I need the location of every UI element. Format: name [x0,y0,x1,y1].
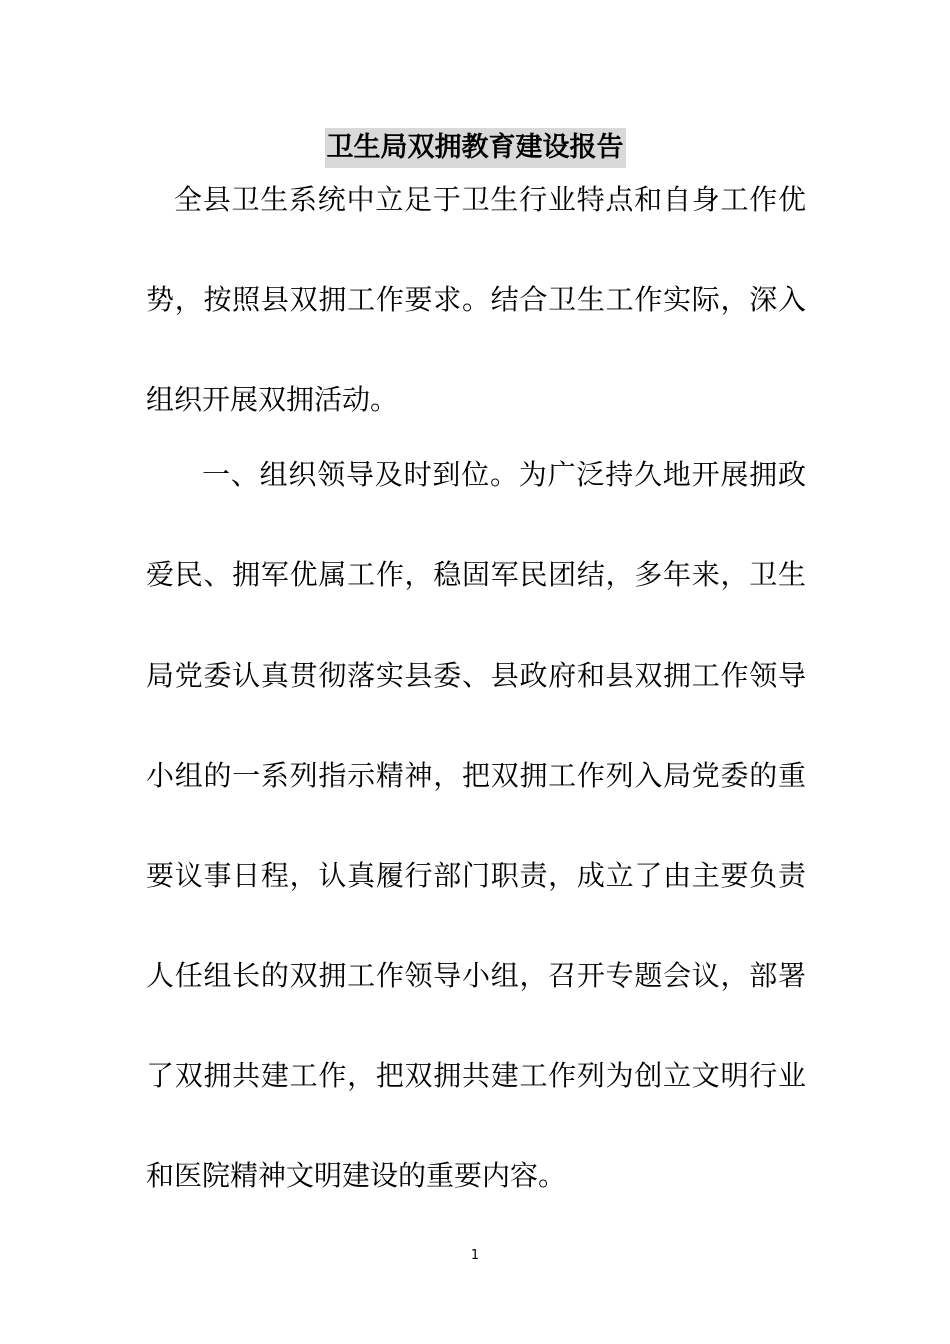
paragraph-line: 要议事日程，认真履行部门职责，成立了由主要负责 [146,859,806,892]
paragraph-line: 爱民、拥军优属工作，稳固军民团结，多年来，卫生 [146,558,806,591]
paragraph-line: 全县卫生系统中立足于卫生行业特点和自身工作优 [174,183,806,216]
paragraph-line: 势，按照县双拥工作要求。结合卫生工作实际，深入 [146,283,806,316]
title-container [0,128,950,168]
paragraph-line: 组织开展双拥活动。 [146,383,399,416]
paragraph-line: 小组的一系列指示精神，把双拥工作列入局党委的重 [146,759,806,792]
paragraph-line: 局党委认真贯彻落实县委、县政府和县双拥工作领导 [146,659,806,692]
page-number: 1 [470,1248,480,1263]
document-title: 卫生局双拥教育建设报告 [325,128,626,168]
paragraph-line: 一、组织领导及时到位。为广泛持久地开展拥政 [202,458,806,491]
paragraph-line: 了双拥共建工作，把双拥共建工作列为创立文明行业 [146,1059,806,1092]
paragraph-line: 人任组长的双拥工作领导小组，召开专题会议，部署 [146,959,806,992]
paragraph-line: 和医院精神文明建设的重要内容。 [146,1159,567,1192]
